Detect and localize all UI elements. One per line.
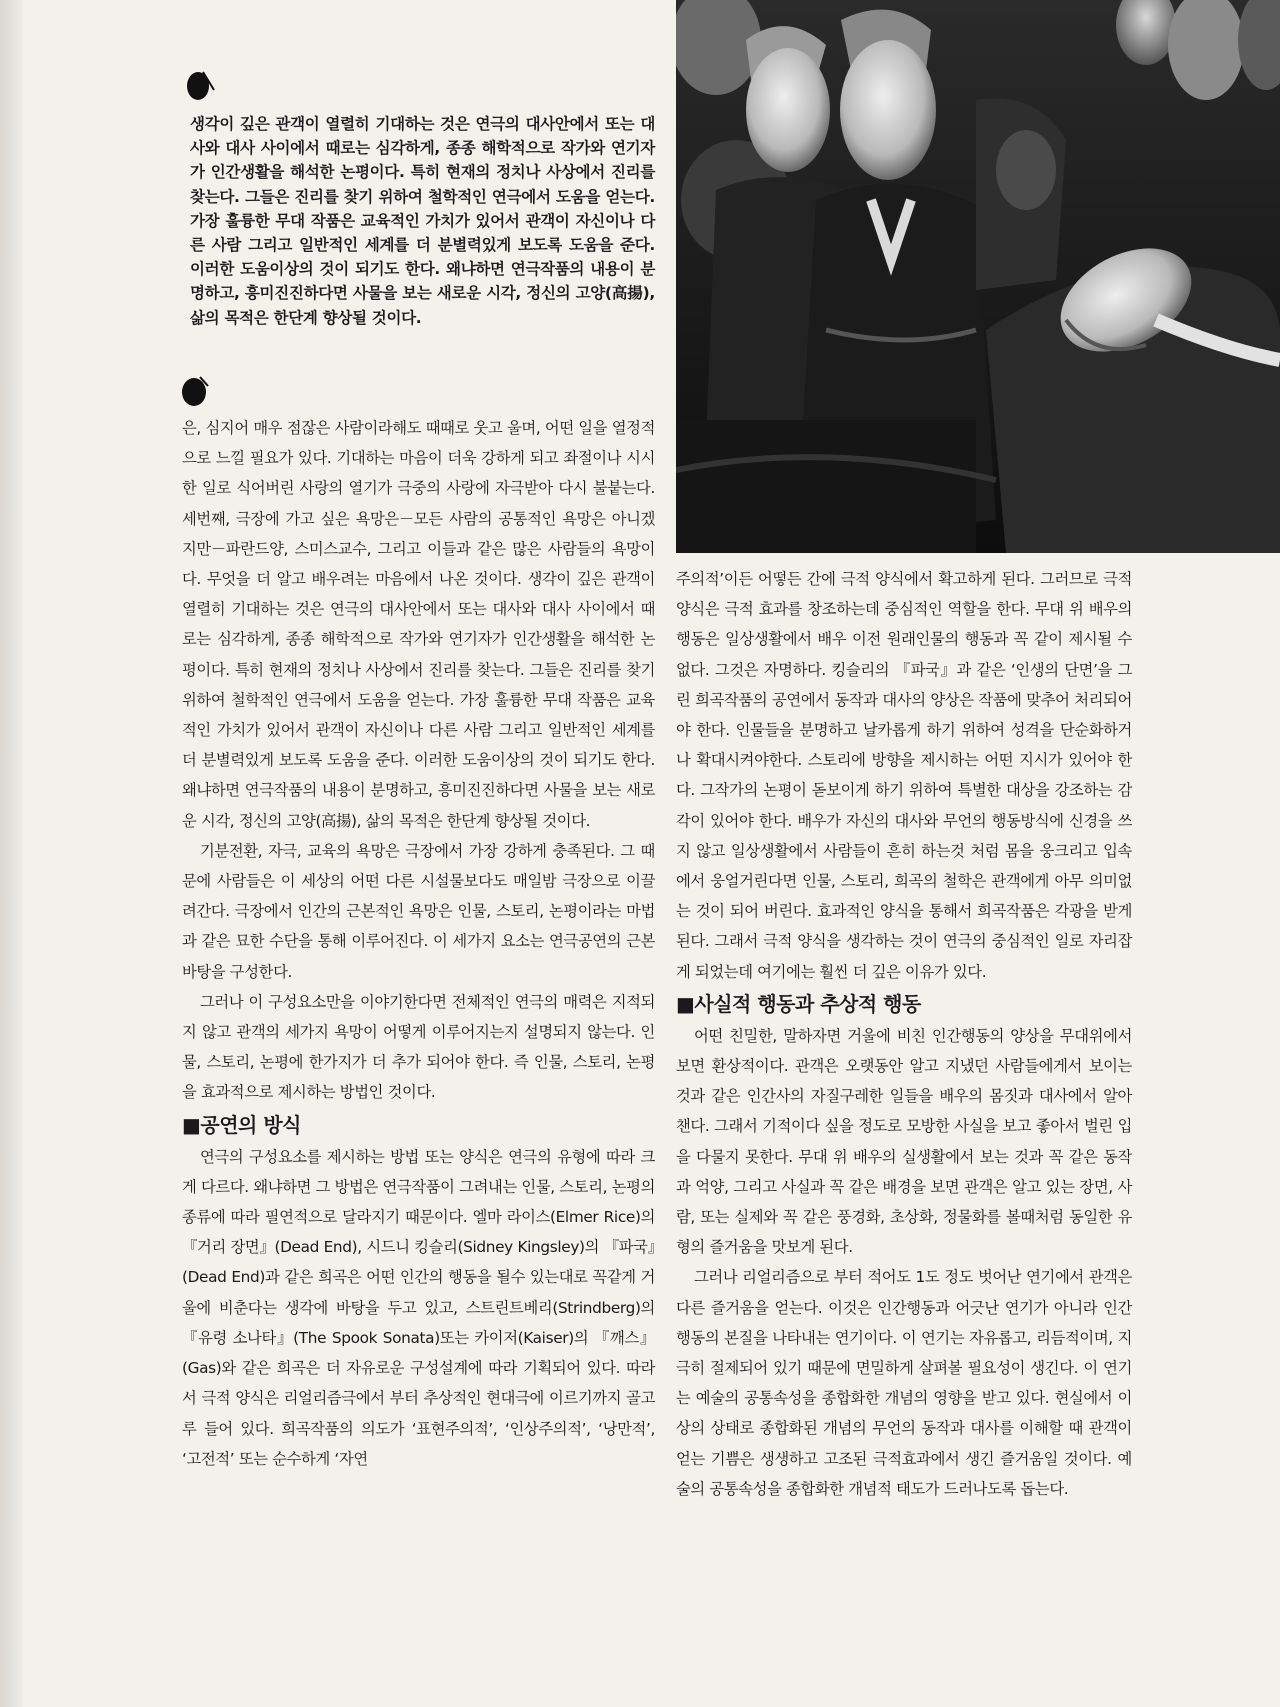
- pull-quote-1-text: 생각이 깊은 관객이 열렬히 기대하는 것은 연극의 대사안에서 또는 대사와 대사 사이에서 때로는 심각하게, 종종 해학적으로 작가와 연기자가 인간생활을 해석한 논평이다. 특히 현재의 정치나 사상에서 진리를 찾는다. 그들은 진리를 찾기 위하여 철학적인 연극에서 도움을 얻는다. 가장 훌륭한 무대 작품은 교육적인 가치가 있어서 관객이 자신이나 다른 사람 그리고 일반적인 세계를 더 분별력있게 보도록 도움을 준다. 이러한 도움이상의 것이 되기도 한다. 왜냐하면 연극작품의 내용이 분명하고, 흥미진진하다면 사물을 보는 새로운 시각, 정신의 고양(高揚), 삶의 목적은 한단계 향상될 것이다.: [190, 115, 655, 327]
- right-column: [676, 564, 1132, 1504]
- right-paragraph-3: 그러나 리얼리즘으로 부터 적어도 1도 정도 벗어난 연기에서 관객은 다른 즐거움을 얻는다. 이것은 인간행동과 어긋난 연기가 아니라 인간행동의 본질을 나타내는 연기이다. 이 연기는 자유롭고, 리듬적이며, 지극히 절제되어 있기 때문에 면밀하게 살펴볼 필요성이 생긴다. 이 연기는 예술의 공통속성을 종합화한 개념의 영향을 받고 있다. 현실에서 이상의 상태로 종합화된 개념의 무언의 동작과 대사를 이해할 때 관객이 얻는 기쁨은 생생하고 고조된 극적효과에서 생긴 즐거움일 것이다. 예술의 공통속성을 종합화한 개념적 태도가 드러나도록 돕는다.: [676, 1268, 1132, 1498]
- left-paragraph-4: 연극의 구성요소를 제시하는 방법 또는 양식은 연극의 유형에 따라 크게 다르다. 왜냐하면 그 방법은 연극작품이 그려내는 인물, 스토리, 논평의 종류에 따라 필연적으로 달라지기 때문이다. 엘마 라이스(Elmer Rice)의 『거리 장면』(Dead End), 시드니 킹슬리(Sidney Kingsley)의 『파국』(Dead End)과 같은 희곡은 어떤 인간의 행동을 될수 있는대로 꼭같게 거울에 비춘다는 생각에 바탕을 두고 있고, 스트린트베리(Strindberg)의 『유령 소나타』(The Spook Sonata)또는 카이저(Kaiser)의 『깨스』(Gas)와 같은 희곡은 더 자유로운 구성설계에 따라 기획되어 있다. 따라서 극적 양식은 리얼리즘극에서 부터 추상적인 현대극에 이르기까지 골고루 들어 있다. 희곡작품의 의도가 ‘표현주의적’, ‘인상주의적’, ‘낭만적’, ‘고전적’ 또는 순수하게 ‘자연: [182, 1147, 655, 1468]
- left-paragraph-2: 기분전환, 자극, 교육의 욕망은 극장에서 가장 강하게 충족된다. 그 때문에 사람들은 이 세상의 어떤 다른 시설물보다도 매일밤 극장으로 이끌려간다. 극장에서 인간의 근본적인 욕망은 인물, 스토리, 논평이라는 마법과 같은 묘한 수단을 통해 이루어진다. 이 세가지 요소는 연극공연의 근본 바탕을 구성한다.: [182, 841, 655, 981]
- left-column: [182, 413, 655, 1474]
- page-binding-edge: [0, 0, 22, 1707]
- section-heading-performance: ■공연의 방식: [182, 1112, 301, 1137]
- pull-quote-1: [190, 112, 655, 330]
- section-heading-realistic-abstract: ■사실적 행동과 추상적 행동: [676, 991, 921, 1016]
- left-paragraph-3: 그러나 이 구성요소만을 이야기한다면 전체적인 연극의 매력은 지적되지 않고 관객의 세가지 욕망이 어떻게 이루어지는지 설명되지 않는다. 인물, 스토리, 논평에 한가지가 더 추가 되어야 한다. 즉 인물, 스토리, 논평을 효과적으로 제시하는 방법인 것이다.: [182, 992, 655, 1102]
- left-paragraph-1: 은, 심지어 매우 점잖은 사람이라해도 때때로 웃고 울며, 어떤 일을 열정적으로 느낄 필요가 있다. 기대하는 마음이 더욱 강하게 되고 좌절이나 시시한 일로 식어버린 사랑의 열기가 극중의 사랑에 자극받아 다시 불붙는다. 세번째, 극장에 가고 싶은 욕망은－모든 사람의 공통적인 욕망은 아니겠지만－파란드양, 스미스교수, 그리고 이들과 같은 많은 사람들의 욕망이다. 무엇을 더 알고 배우려는 마음에서 나온 것이다. 생각이 깊은 관객이 열렬히 기대하는 것은 연극의 대사안에서 또는 대사와 대사 사이에서 때로는 심각하게, 종종 해학적으로 작가와 연기자가 인간생활을 해석한 논평이다. 특히 현재의 정치나 사상에서 진리를 찾는다. 그들은 진리를 찾기 위하여 철학적인 연극에서 도움을 얻는다. 가장 훌륭한 무대 작품은 교육적인 가치가 있어서 관객이 자신이나 다른 사람 그리고 일반적인 세계를 더 분별력있게 보도록 도움을 준다. 이러한 도움이상의 것이 되기도 한다. 왜냐하면 연극작품의 내용이 분명하고, 흥미진진하다면 사물을 보는 새로운 시각, 정신의 고양(高揚), 삶의 목적은 한단계 향상될 것이다.: [182, 419, 655, 830]
- pull-quote-bullet-icon: [185, 66, 215, 104]
- right-paragraph-1: 주의적’이든 어떻든 간에 극적 양식에서 확고하게 된다. 그러므로 극적 양식은 극적 효과를 창조하는데 중심적인 역할을 한다. 무대 위 배우의 행동은 일상생활에서 배우 이전 원래인물의 행동과 꼭 같이 제시될 수 없다. 그것은 자명하다. 킹슬리의 『파국』과 같은 ‘인생의 단면’을 그린 희곡작품의 공연에서 동작과 대사의 양상은 작품에 맞추어 처리되어야 한다. 인물들을 분명하고 날카롭게 하기 위하여 성격을 단순화하거나 확대시켜야한다. 스토리에 방향을 제시하는 어떤 지시가 있어야 한다. 그작가의 논평이 돋보이게 하기 위하여 특별한 대상을 강조하는 감각이 있어야 한다. 배우가 자신의 대사와 무언의 행동방식에 신경을 쓰지 않고 일상생활에서 사람들이 흔히 하는것 처럼 몸을 웅크리고 입속에서 웅얼거린다면 인물, 스토리, 희곡의 철학은 관객에게 아무 의미없는 것이 되어 버린다. 효과적인 양식을 통해서 희곡작품은 각광을 받게 된다. 그래서 극적 양식을 생각하는 것이 연극의 중심적인 일로 자리잡게 되었는데 여기에는 훨씬 더 깊은 이유가 있다.: [676, 570, 1132, 981]
- audience-photo: [676, 0, 1280, 553]
- right-paragraph-2: 어떤 친밀한, 말하자면 거울에 비친 인간행동의 양상을 무대위에서 보면 환상적이다. 관객은 오랫동안 알고 지냈던 사람들에게서 보이는 것과 같은 인간사의 자질구레한 일들을 배우의 몸짓과 대사에서 알아 챈다. 그래서 기적이다 싶을 정도로 모방한 사실을 보고 좋아서 벌린 입을 다물지 못한다. 무대 위 배우의 실생활에서 보는 것과 꼭 같은 동작과 억양, 그리고 사실과 꼭 같은 배경을 보면 관객은 알고 있는 장면, 사람, 또는 실제와 꼭 같은 풍경화, 초상화, 정물화를 볼때처럼 동일한 유형의 즐거움을 맛보게 된다.: [676, 1026, 1132, 1257]
- pull-quote-bullet-icon-2: [180, 372, 210, 410]
